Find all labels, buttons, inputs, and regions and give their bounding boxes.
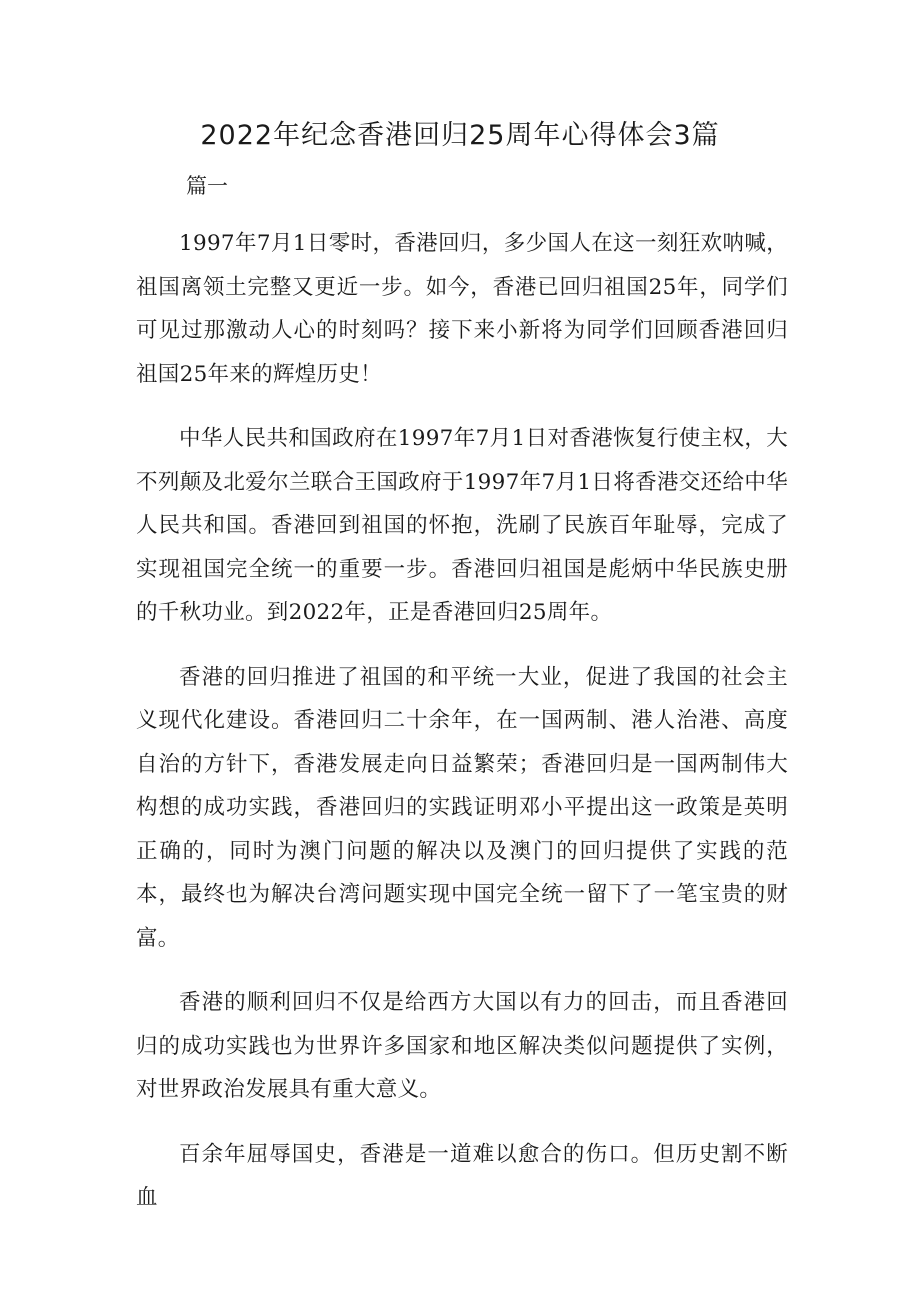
section-label: 篇一: [186, 174, 228, 198]
document-body: [136, 222, 788, 1241]
document-title: 2022年纪念香港回归25周年心得体会3篇: [200, 120, 720, 151]
paragraph: 中华人民共和国政府在1997年7月1日对香港恢复行使主权，大不列颠及北爱尔兰联合王国政府于1997年7月1日将香港交还给中华人民共和国。香港回到祖国的怀抱，洗刷了民族百年耻辱，完成了实现祖国完全统一的重要一步。香港回归祖国是彪炳中华民族史册的千秋功业。到2022年，正是香港回归25周年。: [136, 426, 788, 625]
paragraph: 1997年7月1日零时，香港回归，多少国人在这一刻狂欢呐喊，祖国离领土完整又更近一步。如今，香港已回归祖国25年，同学们可见过那激动人心的时刻吗？接下来小新将为同学们回顾香港回归祖国25年来的辉煌历史！: [136, 231, 788, 387]
paragraph: 香港的顺利回归不仅是给西方大国以有力的回击，而且香港回归的成功实践也为世界许多国家和地区解决类似问题提供了实例，对世界政治发展具有重大意义。: [136, 990, 788, 1102]
paragraph: 香港的回归推进了祖国的和平统一大业，促进了我国的社会主义现代化建设。香港回归二十余年，在一国两制、港人治港、高度自治的方针下，香港发展走向日益繁荣；香港回归是一国两制伟大构想的成功实践，香港回归的实践证明邓小平提出这一政策是英明正确的，同时为澳门问题的解决以及澳门的回归提供了实践的范本，最终也为解决台湾问题实现中国完全统一留下了一笔宝贵的财富。: [136, 664, 788, 951]
paragraph: 百余年屈辱国史，香港是一道难以愈合的伤口。但历史割不断血: [136, 1141, 788, 1210]
